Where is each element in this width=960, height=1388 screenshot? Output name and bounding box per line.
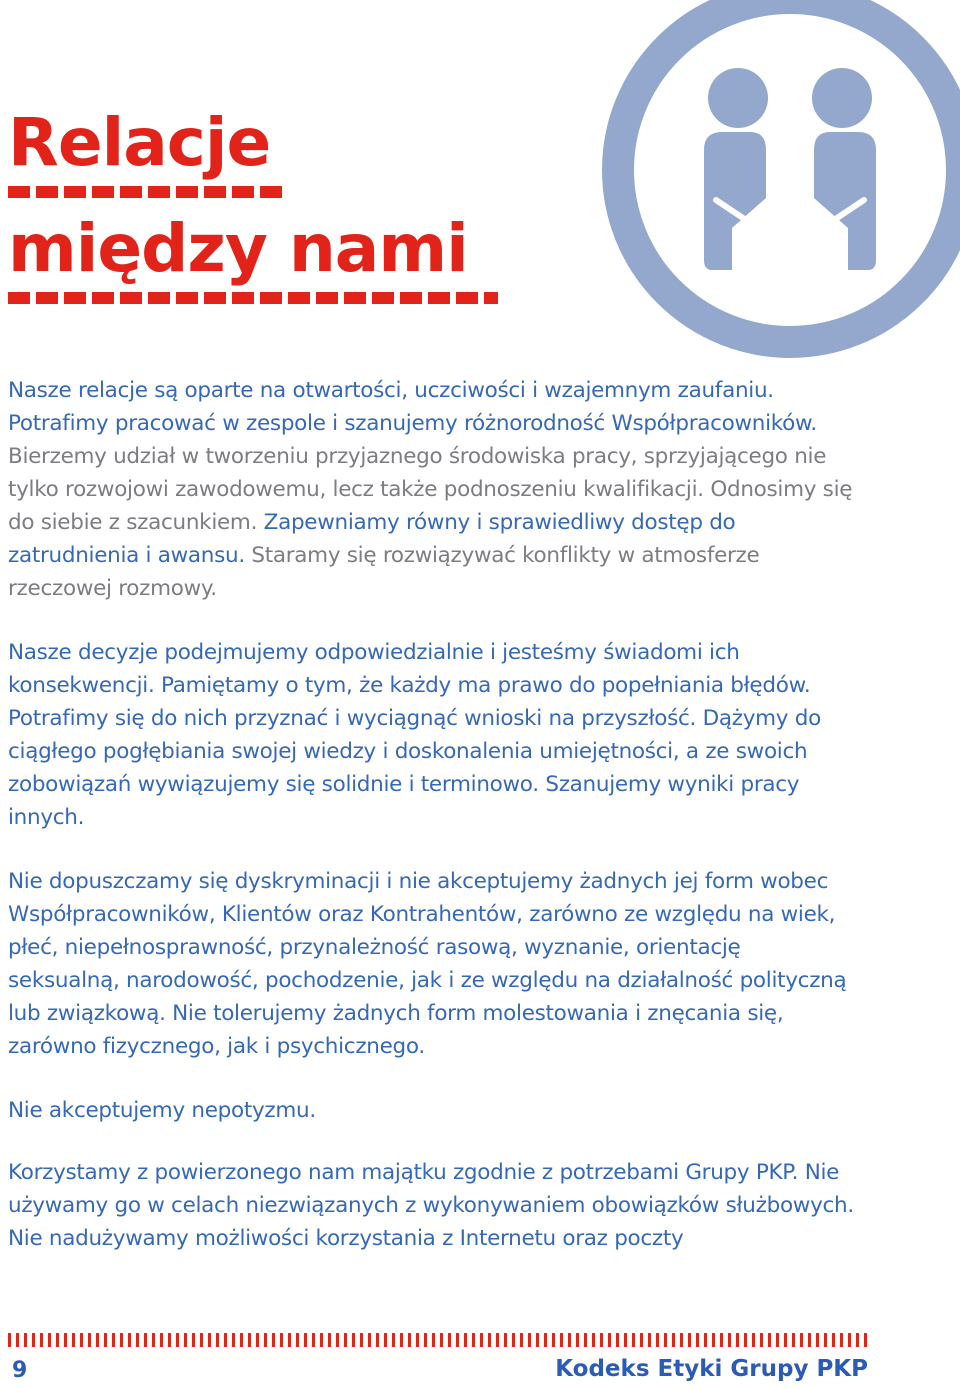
title-line-1: Relacje <box>8 104 271 181</box>
text-segment: Zapewniamy równy i sprawiedliwy dostęp do zatrudnienia i awansu. <box>8 510 736 568</box>
title-line-2: między nami <box>8 210 468 287</box>
text-segment: Nasze relacje są oparte na otwartości, uczciwości i wzajemnym zaufaniu. Potrafimy pracować w zespole i szanujemy różnorodność Współpracowników. <box>8 378 817 436</box>
paragraph-3 <box>8 865 858 1063</box>
text-segment: Nie akceptujemy nepotyzmu. <box>8 1098 316 1123</box>
text-segment: Korzystamy z powierzonego nam majątku zgodnie z potrzebami Grupy PKP. Nie używamy go w celach niezwiązanych z wykonywaniem obowiązków służbowych. Nie nadużywamy możliwości korzystania z Internetu oraz poczty <box>8 1160 854 1251</box>
paragraph-4 <box>8 1094 858 1127</box>
paragraph-2 <box>8 636 858 834</box>
paragraph-5 <box>8 1156 858 1255</box>
footer-divider <box>8 1333 868 1347</box>
two-people-handshake-icon <box>600 0 960 360</box>
text-segment: Staramy się rozwiązywać konflikty w atmosferze rzeczowej rozmowy. <box>8 543 760 601</box>
page-number: 9 <box>12 1358 28 1383</box>
paragraph-1 <box>8 374 858 605</box>
text-segment: Nie dopuszczamy się dyskryminacji i nie akceptujemy żadnych jej form wobec Współpracowników, Klientów oraz Kontrahentów, zarówno ze względu na wiek, płeć, niepełnosprawność, przynależność rasową, wyznanie, orientację seksualną, narodowość, pochodzenie, jak i ze względu na działalność polityczną lub związkową. Nie tolerujemy żadnych form molestowania i znęcania się, zarówno fizycznego, jak i psychicznego. <box>8 869 847 1059</box>
body-text <box>8 374 858 1286</box>
title-underline-2 <box>8 292 498 304</box>
page-title <box>8 104 498 320</box>
footer-document-title: Kodeks Etyki Grupy PKP <box>555 1356 868 1382</box>
title-underline-1 <box>8 186 288 198</box>
text-segment: Nasze decyzje podejmujemy odpowiedzialnie i jesteśmy świadomi ich konsekwencji. Pamiętamy o tym, że każdy ma prawo do popełniania błędów. Potrafimy się do nich przyznać i wyciągnąć wnioski na przyszłość. Dążymy do ciągłego pogłębiania swojej wiedzy i doskonalenia umiejętności, a ze swoich zobowiązań wywiązujemy się solidnie i terminowo. Szanujemy wyniki pracy innych. <box>8 640 821 830</box>
text-segment: Bierzemy udział w tworzeniu przyjaznego środowiska pracy, sprzyjającego nie tylko rozwojowi zawodowemu, lecz także podnoszeniu kwalifikacji. Odnosimy się do siebie z szacunkiem. <box>8 444 853 535</box>
